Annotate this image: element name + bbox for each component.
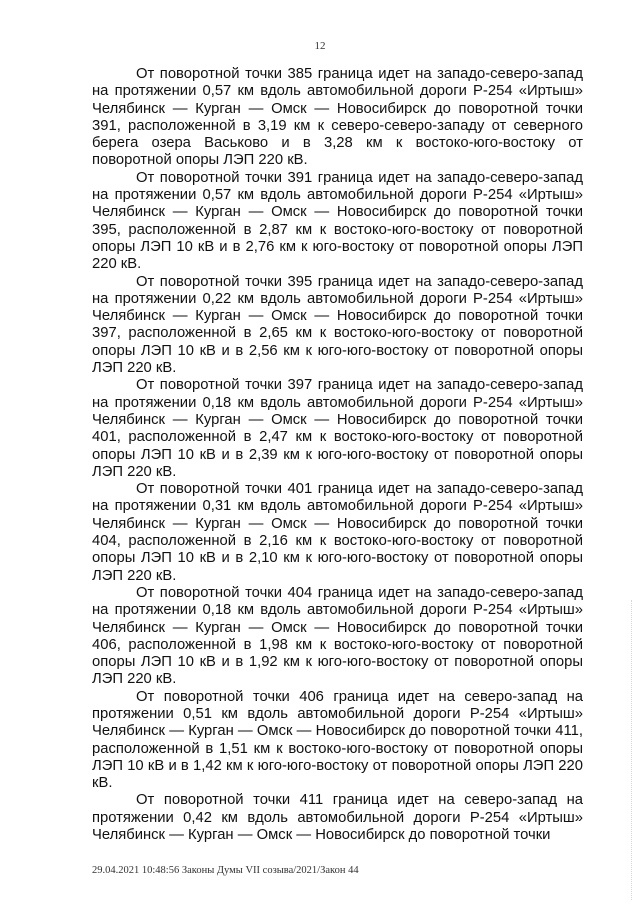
paragraph: От поворотной точки 404 граница идет на западо-северо-запад на протяжении 0,18 км вдоль автомобильной дороги Р-254 «Иртыш» Челябинск — Курган — Омск — Новосибирск до поворотной точки 406, расположенной в 1,98 км к востоко-юго-востоку от поворотной опоры ЛЭП 10 кВ и в 1,92 км к юго-юго-востоку от поворотной опоры ЛЭП 220 кВ. [92, 584, 583, 688]
paragraph: От поворотной точки 391 граница идет на западо-северо-запад на протяжении 0,57 км вдоль автомобильной дороги Р-254 «Иртыш» Челябинск — Курган — Омск — Новосибирск до поворотной точки 395, расположенной в 2,87 км к востоко-юго-востоку от поворотной опоры ЛЭП 10 кВ и в 2,76 км к юго-востоку от поворотной опоры ЛЭП 220 кВ. [92, 169, 583, 273]
document-footer: 29.04.2021 10:48:56 Законы Думы VII созыва/2021/Закон 44 [92, 865, 359, 876]
paragraph: От поворотной точки 401 граница идет на западо-северо-запад на протяжении 0,31 км вдоль автомобильной дороги Р-254 «Иртыш» Челябинск — Курган — Омск — Новосибирск до поворотной точки 404, расположенной в 2,16 км к востоко-юго-востоку от поворотной опоры ЛЭП 10 кВ и в 2,10 км к юго-юго-востоку от поворотной опоры ЛЭП 220 кВ. [92, 481, 583, 584]
paragraph: От поворотной точки 385 граница идет на западо-северо-запад на протяжении 0,57 км вдоль автомобильной дороги Р-254 «Иртыш» Челябинск — Курган — Омск — Новосибирск до поворотной точки 391, расположенной в 3,19 км к северо-северо-западу от северного берега озера Васьково и в 3,28 км к востоко-юго-востоку от поворотной опоры ЛЭП 220 кВ. [92, 66, 583, 169]
document-body [92, 66, 583, 844]
paragraph: От поворотной точки 395 граница идет на западо-северо-запад на протяжении 0,22 км вдоль автомобильной дороги Р-254 «Иртыш» Челябинск — Курган — Омск — Новосибирск до поворотной точки 397, расположенной в 2,65 км к востоко-юго-востоку от поворотной опоры ЛЭП 10 кВ и в 2,56 км к юго-юго-востоку от поворотной опоры ЛЭП 220 кВ. [92, 273, 583, 377]
paragraph: От поворотной точки 397 граница идет на западо-северо-запад на протяжении 0,18 км вдоль автомобильной дороги Р-254 «Иртыш» Челябинск — Курган — Омск — Новосибирск до поворотной точки 401, расположенной в 2,47 км к востоко-юго-востоку от поворотной опоры ЛЭП 10 кВ и в 2,39 км к юго-юго-востоку от поворотной опоры ЛЭП 220 кВ. [92, 377, 583, 480]
paragraph: От поворотной точки 411 граница идет на северо-запад на протяжении 0,42 км вдоль автомобильной дороги Р-254 «Иртыш» Челябинск — Курган — Омск — Новосибирск до поворотной точки [92, 792, 583, 844]
scan-margin-marks [631, 600, 634, 900]
page-number: 12 [314, 40, 326, 52]
paragraph: От поворотной точки 406 граница идет на северо-запад на протяжении 0,51 км вдоль автомобильной дороги Р-254 «Иртыш» Челябинск — Курган — Омск — Новосибирск до поворотной точки 411, расположенной в 1,51 км к востоко-юго-востоку от поворотной опоры ЛЭП 10 кВ и в 1,42 км к юго-юго-востоку от поворотной опоры ЛЭП 220 кВ. [92, 688, 583, 792]
